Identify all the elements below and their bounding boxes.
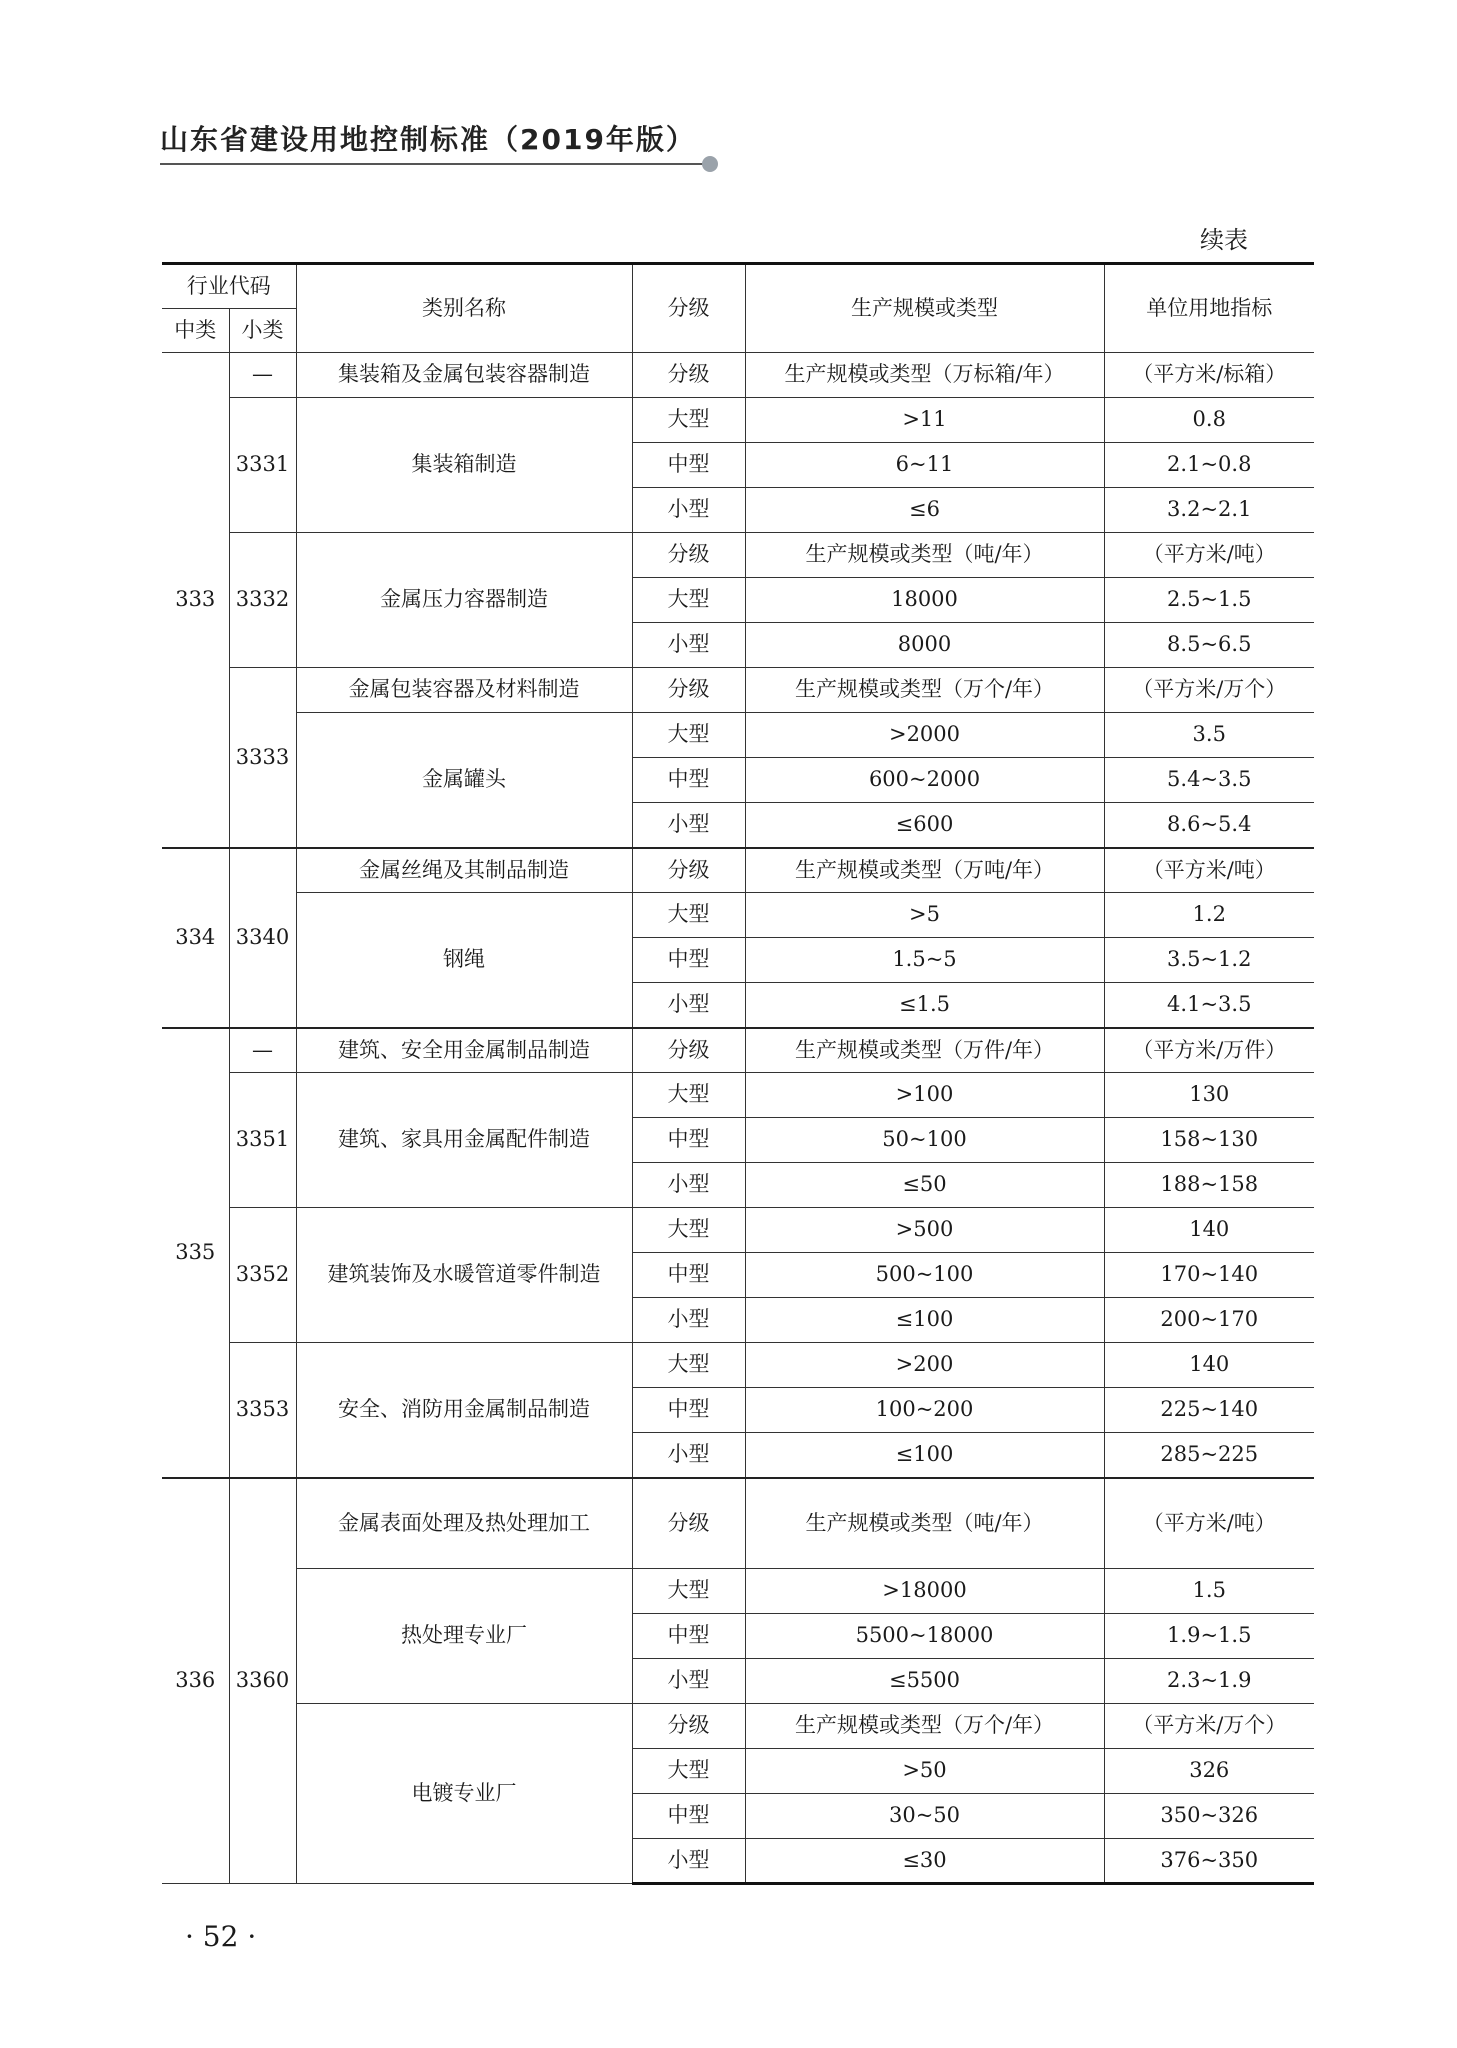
- scale-cell: 100~200: [745, 1388, 1104, 1433]
- indicator-cell: 2.3~1.9: [1104, 1659, 1314, 1704]
- category-name: 热处理专业厂: [296, 1569, 632, 1704]
- indicator-cell: 285~225: [1104, 1433, 1314, 1478]
- scale-cell: >200: [745, 1343, 1104, 1388]
- table-row: [162, 848, 1314, 893]
- header-grade: 分级: [632, 264, 745, 353]
- indicator-cell: 3.5: [1104, 713, 1314, 758]
- small-class-code: —: [229, 1028, 296, 1073]
- grade-cell: 小型: [632, 1839, 745, 1884]
- scale-cell: 生产规模或类型（吨/年）: [745, 533, 1104, 578]
- scale-cell: 生产规模或类型（万个/年）: [745, 1704, 1104, 1749]
- table-row: [162, 893, 1314, 938]
- indicator-cell: （平方米/万件）: [1104, 1028, 1314, 1073]
- grade-cell: 中型: [632, 1614, 745, 1659]
- scale-cell: 生产规模或类型（万个/年）: [745, 668, 1104, 713]
- scale-cell: >18000: [745, 1569, 1104, 1614]
- grade-cell: 大型: [632, 893, 745, 938]
- table-row: [162, 353, 1314, 398]
- grade-cell: 中型: [632, 1253, 745, 1298]
- indicator-cell: 130: [1104, 1073, 1314, 1118]
- header-rule: [160, 163, 710, 165]
- header-middle-class: 中类: [162, 309, 229, 353]
- table-row: [162, 1704, 1314, 1749]
- scale-cell: ≤600: [745, 803, 1104, 848]
- grade-cell: 大型: [632, 398, 745, 443]
- indicator-cell: 1.2: [1104, 893, 1314, 938]
- grade-cell: 大型: [632, 578, 745, 623]
- grade-cell: 分级: [632, 1028, 745, 1073]
- scale-cell: ≤1.5: [745, 983, 1104, 1028]
- header-dot-ornament: [702, 156, 718, 172]
- indicator-cell: 140: [1104, 1208, 1314, 1253]
- grade-cell: 小型: [632, 1433, 745, 1478]
- category-name: 金属丝绳及其制品制造: [296, 848, 632, 893]
- indicator-cell: （平方米/万个）: [1104, 1704, 1314, 1749]
- category-name: 金属包装容器及材料制造: [296, 668, 632, 713]
- scale-cell: >500: [745, 1208, 1104, 1253]
- grade-cell: 小型: [632, 983, 745, 1028]
- scale-cell: 生产规模或类型（万标箱/年）: [745, 353, 1104, 398]
- scale-cell: >100: [745, 1073, 1104, 1118]
- scale-cell: >5: [745, 893, 1104, 938]
- scale-cell: 30~50: [745, 1794, 1104, 1839]
- scale-cell: 600~2000: [745, 758, 1104, 803]
- grade-cell: 分级: [632, 1478, 745, 1569]
- grade-cell: 小型: [632, 623, 745, 668]
- grade-cell: 大型: [632, 713, 745, 758]
- grade-cell: 大型: [632, 1749, 745, 1794]
- scale-cell: 50~100: [745, 1118, 1104, 1163]
- scale-cell: 500~100: [745, 1253, 1104, 1298]
- scale-cell: 8000: [745, 623, 1104, 668]
- mid-class-code: 333: [162, 353, 229, 848]
- grade-cell: 大型: [632, 1343, 745, 1388]
- scale-cell: 生产规模或类型（万件/年）: [745, 1028, 1104, 1073]
- grade-cell: 中型: [632, 1388, 745, 1433]
- small-class-code: 3332: [229, 533, 296, 668]
- indicator-cell: 200~170: [1104, 1298, 1314, 1343]
- header-industry-code: 行业代码: [162, 264, 296, 309]
- scale-cell: 生产规模或类型（万吨/年）: [745, 848, 1104, 893]
- grade-cell: 小型: [632, 1659, 745, 1704]
- scale-cell: 1.5~5: [745, 938, 1104, 983]
- scale-cell: >50: [745, 1749, 1104, 1794]
- header-small-class: 小类: [229, 309, 296, 353]
- grade-cell: 分级: [632, 848, 745, 893]
- scale-cell: ≤100: [745, 1433, 1104, 1478]
- small-class-code: —: [229, 353, 296, 398]
- indicator-cell: 170~140: [1104, 1253, 1314, 1298]
- document-title: 山东省建设用地控制标准（2019年版）: [160, 123, 696, 156]
- table-row: [162, 533, 1314, 578]
- indicator-cell: （平方米/吨）: [1104, 533, 1314, 578]
- scale-cell: 6~11: [745, 443, 1104, 488]
- scale-cell: ≤5500: [745, 1659, 1104, 1704]
- indicator-cell: 350~326: [1104, 1794, 1314, 1839]
- land-use-standard-table: [162, 262, 1314, 1885]
- small-class-code: 3352: [229, 1208, 296, 1343]
- indicator-cell: （平方米/万个）: [1104, 668, 1314, 713]
- grade-cell: 大型: [632, 1569, 745, 1614]
- table-row: [162, 1343, 1314, 1388]
- table-row: [162, 1028, 1314, 1073]
- indicator-cell: 158~130: [1104, 1118, 1314, 1163]
- table-row: [162, 1208, 1314, 1253]
- table-header-row: [162, 264, 1314, 309]
- header-indicator: 单位用地指标: [1104, 264, 1314, 353]
- category-name: 建筑、安全用金属制品制造: [296, 1028, 632, 1073]
- grade-cell: 中型: [632, 443, 745, 488]
- mid-class-code: 336: [162, 1478, 229, 1884]
- category-name: 金属压力容器制造: [296, 533, 632, 668]
- category-name: 电镀专业厂: [296, 1704, 632, 1884]
- small-class-code: 3353: [229, 1343, 296, 1478]
- small-class-code: 3331: [229, 398, 296, 533]
- scale-cell: 生产规模或类型（吨/年）: [745, 1478, 1104, 1569]
- grade-cell: 中型: [632, 1118, 745, 1163]
- table-row: [162, 1073, 1314, 1118]
- indicator-cell: 2.5~1.5: [1104, 578, 1314, 623]
- indicator-cell: 1.5: [1104, 1569, 1314, 1614]
- small-class-code: 3340: [229, 848, 296, 1028]
- indicator-cell: 2.1~0.8: [1104, 443, 1314, 488]
- table-row: [162, 1569, 1314, 1614]
- page-number: · 52 ·: [185, 1920, 257, 1953]
- grade-cell: 大型: [632, 1073, 745, 1118]
- category-name: 建筑、家具用金属配件制造: [296, 1073, 632, 1208]
- category-name: 集装箱及金属包装容器制造: [296, 353, 632, 398]
- grade-cell: 分级: [632, 1704, 745, 1749]
- grade-cell: 分级: [632, 668, 745, 713]
- indicator-cell: （平方米/吨）: [1104, 1478, 1314, 1569]
- scale-cell: ≤30: [745, 1839, 1104, 1884]
- scale-cell: 5500~18000: [745, 1614, 1104, 1659]
- header-scale: 生产规模或类型: [745, 264, 1104, 353]
- indicator-cell: 1.9~1.5: [1104, 1614, 1314, 1659]
- indicator-cell: 3.5~1.2: [1104, 938, 1314, 983]
- grade-cell: 大型: [632, 1208, 745, 1253]
- grade-cell: 中型: [632, 758, 745, 803]
- table-row: [162, 713, 1314, 758]
- scale-cell: >2000: [745, 713, 1104, 758]
- indicator-cell: 376~350: [1104, 1839, 1314, 1884]
- scale-cell: ≤6: [745, 488, 1104, 533]
- indicator-cell: 140: [1104, 1343, 1314, 1388]
- grade-cell: 分级: [632, 533, 745, 578]
- category-name: 金属表面处理及热处理加工: [296, 1478, 632, 1569]
- indicator-cell: （平方米/标箱）: [1104, 353, 1314, 398]
- scale-cell: 18000: [745, 578, 1104, 623]
- indicator-cell: 225~140: [1104, 1388, 1314, 1433]
- indicator-cell: 4.1~3.5: [1104, 983, 1314, 1028]
- category-name: 金属罐头: [296, 713, 632, 848]
- indicator-cell: 8.5~6.5: [1104, 623, 1314, 668]
- category-name: 安全、消防用金属制品制造: [296, 1343, 632, 1478]
- indicator-cell: 188~158: [1104, 1163, 1314, 1208]
- grade-cell: 小型: [632, 1163, 745, 1208]
- grade-cell: 小型: [632, 803, 745, 848]
- grade-cell: 中型: [632, 938, 745, 983]
- scale-cell: >11: [745, 398, 1104, 443]
- header-category-name: 类别名称: [296, 264, 632, 353]
- scale-cell: ≤50: [745, 1163, 1104, 1208]
- table-row: [162, 668, 1314, 713]
- mid-class-code: 334: [162, 848, 229, 1028]
- indicator-cell: 0.8: [1104, 398, 1314, 443]
- indicator-cell: 3.2~2.1: [1104, 488, 1314, 533]
- small-class-code: 3360: [229, 1478, 296, 1884]
- indicator-cell: 8.6~5.4: [1104, 803, 1314, 848]
- mid-class-code: 335: [162, 1028, 229, 1478]
- indicator-cell: （平方米/吨）: [1104, 848, 1314, 893]
- small-class-code: 3333: [229, 668, 296, 848]
- indicator-cell: 326: [1104, 1749, 1314, 1794]
- table-row: [162, 398, 1314, 443]
- continued-table-label: 续表: [1200, 226, 1248, 254]
- running-header: [160, 118, 730, 158]
- category-name: 集装箱制造: [296, 398, 632, 533]
- indicator-cell: 5.4~3.5: [1104, 758, 1314, 803]
- grade-cell: 小型: [632, 1298, 745, 1343]
- grade-cell: 中型: [632, 1794, 745, 1839]
- category-name: 钢绳: [296, 893, 632, 1028]
- small-class-code: 3351: [229, 1073, 296, 1208]
- grade-cell: 小型: [632, 488, 745, 533]
- table-row: [162, 1478, 1314, 1569]
- scale-cell: ≤100: [745, 1298, 1104, 1343]
- category-name: 建筑装饰及水暖管道零件制造: [296, 1208, 632, 1343]
- grade-cell: 分级: [632, 353, 745, 398]
